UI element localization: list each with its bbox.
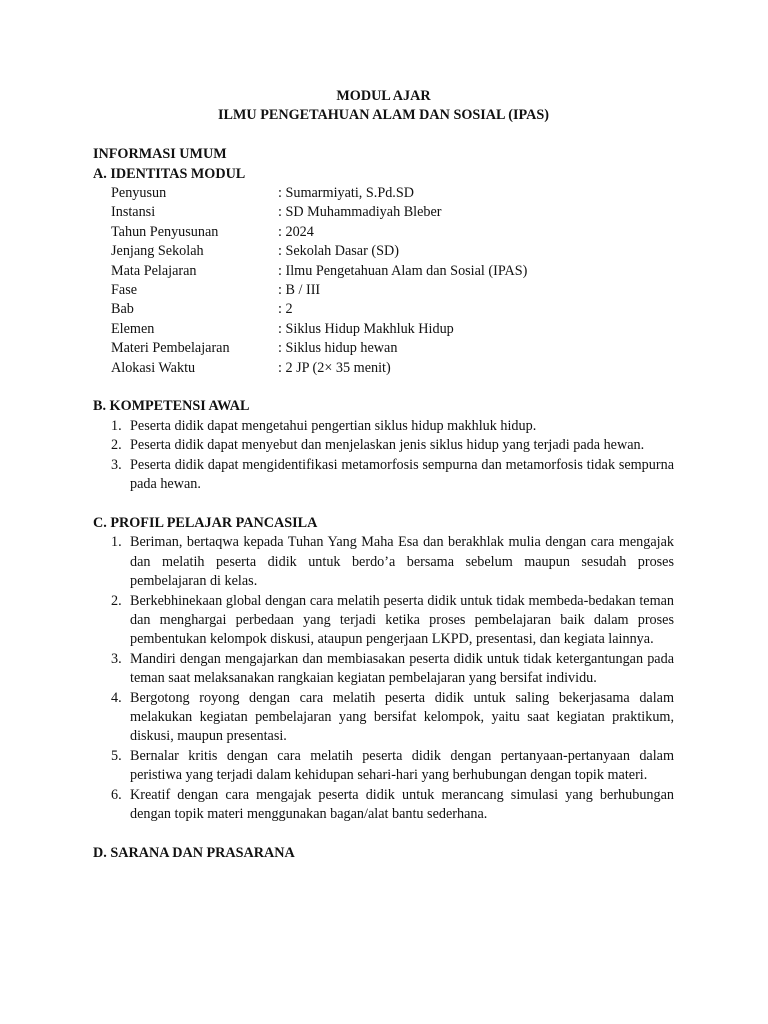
identitas-row <box>111 262 527 281</box>
list-number: 6. <box>111 786 122 803</box>
list-number: 3. <box>111 456 122 473</box>
list-item <box>93 689 674 747</box>
list-text: Mandiri dengan mengajarkan dan membiasakan peserta didik untuk tidak ketergantungan pada teman saat melaksanakan rangkaian kegiatan pembelajaran yang bersifat individu. <box>130 650 674 687</box>
identitas-table <box>111 184 527 378</box>
identitas-label: Tahun Penyusunan <box>111 223 219 240</box>
identitas-value: : 2024 <box>278 223 314 240</box>
identitas-value: : 2 JP (2× 35 menit) <box>278 359 391 376</box>
identitas-row <box>111 223 527 242</box>
identitas-label: Materi Pembelajaran <box>111 340 230 357</box>
identitas-value: : Siklus hidup hewan <box>278 340 398 357</box>
kompetensi-list <box>93 417 674 495</box>
identitas-row <box>111 281 527 300</box>
identitas-row <box>111 184 527 203</box>
list-item <box>93 456 674 495</box>
identitas-value: : Ilmu Pengetahuan Alam dan Sosial (IPAS) <box>278 262 528 279</box>
list-text: Peserta didik dapat mengidentifikasi metamorfosis sempurna dan metamorfosis tidak sempurna pada hewan. <box>130 456 674 493</box>
list-item <box>93 592 674 650</box>
identitas-row <box>111 320 527 339</box>
list-number: 1. <box>111 534 122 551</box>
identitas-value: : Sumarmiyati, S.Pd.SD <box>278 185 414 202</box>
profil-list <box>93 533 674 824</box>
list-text: Kreatif dengan cara mengajak peserta didik untuk merancang simulasi yang berhubungan dengan topik materi menggunakan bagan/alat bantu sederhana. <box>130 786 674 822</box>
sarana-prasarana-heading: D. SARANA DAN PRASARANA <box>93 844 295 861</box>
list-text: Bernalar kritis dengan cara melatih peserta didik dengan pertanyaan-pertanyaan dalam peristiwa yang terjadi dalam kehidupan sehari-hari yang berhubungan dengan topik materi. <box>130 747 674 784</box>
identitas-modul-heading: A. IDENTITAS MODUL <box>93 165 246 182</box>
spacer <box>93 126 674 145</box>
list-number: 2. <box>111 592 122 609</box>
identitas-value: : 2 <box>278 301 293 318</box>
list-item <box>93 436 674 455</box>
list-item <box>93 747 674 786</box>
kompetensi-awal-heading: B. KOMPETENSI AWAL <box>93 398 250 415</box>
list-number: 2. <box>111 437 122 454</box>
identitas-label: Mata Pelajaran <box>111 262 197 279</box>
list-text: Beriman, bertaqwa kepada Tuhan Yang Maha Esa dan berakhlak mulia dengan cara mengajak dan melatih peserta didik untuk berdo’a bersama sebelum maupun sesudah proses pembelajaran di kelas. <box>130 534 674 590</box>
spacer <box>93 495 674 514</box>
spacer <box>93 824 674 843</box>
identitas-label: Penyusun <box>111 185 167 202</box>
list-text: Bergotong royong dengan cara melatih peserta didik untuk saling bekerjasama dalam melakukan kegiatan pembelajaran yang bersifat kelompok, yaitu saat kegiatan praktikum, diskusi, maupun presentasi. <box>130 689 674 745</box>
identitas-row <box>111 300 527 319</box>
list-item <box>93 417 674 436</box>
identitas-row <box>111 359 527 378</box>
identitas-value: : Sekolah Dasar (SD) <box>278 243 399 260</box>
list-text: Peserta didik dapat mengetahui pengertian siklus hidup makhluk hidup. <box>130 417 537 434</box>
identitas-value: : B / III <box>278 282 321 299</box>
list-item <box>93 650 674 689</box>
identitas-label: Elemen <box>111 320 155 337</box>
profil-pelajar-heading: C. PROFIL PELAJAR PANCASILA <box>93 514 318 531</box>
identitas-label: Bab <box>111 301 134 318</box>
list-item <box>93 786 674 825</box>
doc-title-line1: MODUL AJAR <box>336 88 431 104</box>
list-number: 5. <box>111 747 122 764</box>
identitas-row <box>111 242 527 261</box>
list-number: 4. <box>111 689 122 706</box>
list-text: Berkebhinekaan global dengan cara melatih peserta didik untuk tidak membeda-bedakan teman dan menghargai perbedaan yang terjadi ketika proses pembelajaran baik dalam proses pembentukan kelompok diskusi, ataupun pengerjaan LKPD, presentasi, dan kegiata lainnya. <box>130 592 674 648</box>
list-number: 1. <box>111 417 122 434</box>
identitas-label: Fase <box>111 282 138 299</box>
info-umum-heading: INFORMASI UMUM <box>93 146 227 163</box>
identitas-label: Alokasi Waktu <box>111 359 196 376</box>
spacer <box>93 378 674 397</box>
identitas-row <box>111 339 527 358</box>
identitas-value: : SD Muhammadiyah Bleber <box>278 204 442 221</box>
identitas-row <box>111 203 527 222</box>
list-text: Peserta didik dapat menyebut dan menjelaskan jenis siklus hidup yang terjadi pada hewan. <box>130 437 645 454</box>
identitas-value: : Siklus Hidup Makhluk Hidup <box>278 320 454 337</box>
list-number: 3. <box>111 650 122 667</box>
identitas-label: Jenjang Sekolah <box>111 243 204 260</box>
identitas-label: Instansi <box>111 204 156 221</box>
doc-title-line2: ILMU PENGETAHUAN ALAM DAN SOSIAL (IPAS) <box>218 107 549 124</box>
list-item <box>93 533 674 591</box>
